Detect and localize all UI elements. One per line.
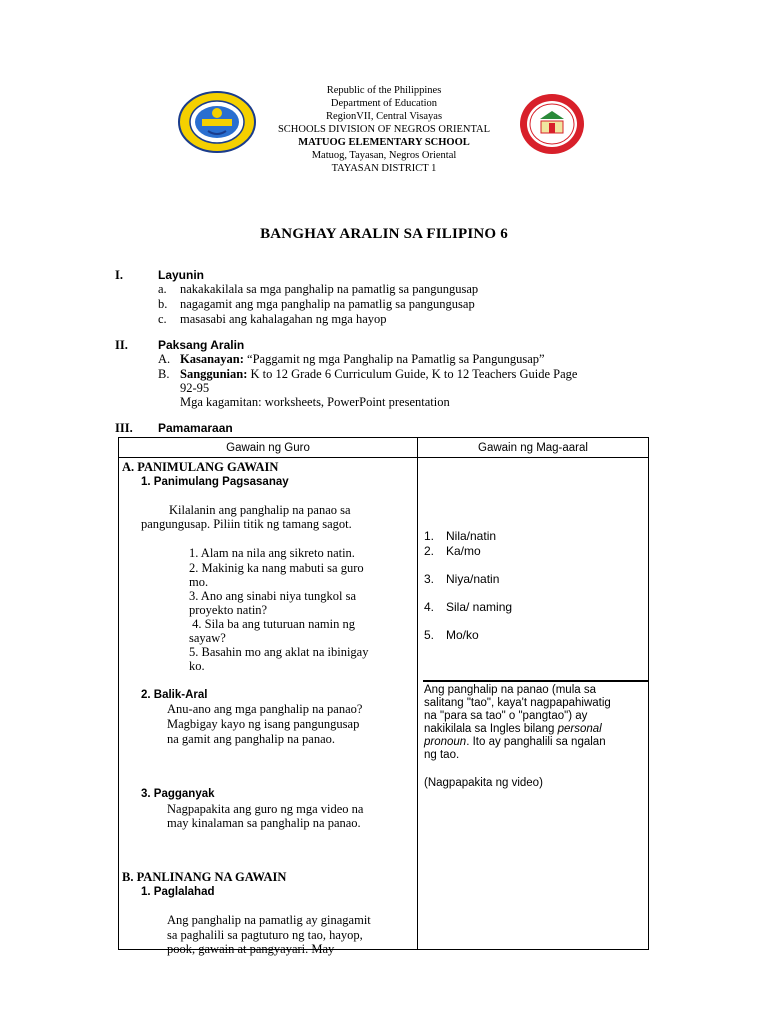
answer-item xyxy=(424,529,496,543)
b1-line: sa paghalili sa pagtuturo ng tao, hayop, xyxy=(167,928,363,942)
item-key: Sanggunian: xyxy=(180,367,248,381)
a1-item: 2. Makinig ka nang mabuti sa guro xyxy=(189,561,364,575)
a1-instruction: Kilalanin ang panghalip na panao sa xyxy=(169,503,351,517)
a2-line: na gamit ang panghalip na panao. xyxy=(167,732,335,746)
b1-title: 1. Paglalahad xyxy=(141,886,215,898)
document-title: BANGHAY ARALIN SA FILIPINO 6 xyxy=(260,226,508,242)
answer-text: Niya/natin xyxy=(446,572,500,586)
subject-item xyxy=(158,352,545,367)
section-numeral: III. xyxy=(115,421,133,435)
a1-item: 4. Sila ba ang tuturuan namin ng xyxy=(189,617,355,631)
a3-line: Nagpapakita ang guro ng mga video na xyxy=(167,802,364,816)
item-text: nakakakilala sa mga panghalip na pamatlig sa pangungusap xyxy=(180,282,479,296)
a1-title: 1. Panimulang Pagsasanay xyxy=(141,476,289,488)
header-line: RegionVII, Central Visayas xyxy=(325,111,443,122)
cell-divider xyxy=(423,680,648,682)
b1-line: Ang panghalip na pamatlig ay ginagamit xyxy=(167,913,371,927)
subject-item xyxy=(158,367,577,382)
a1-item: proyekto natin? xyxy=(189,603,268,617)
section-heading: Paksang Aralin xyxy=(158,338,245,352)
a1-item: 3. Ano ang sinabi niya tungkol sa xyxy=(189,589,356,603)
answer-text: Mo/ko xyxy=(446,628,479,642)
header-line: Matuog, Tayasan, Negros Oriental xyxy=(311,150,457,161)
a2-line: Magbigay kayo ng isang pangungusap xyxy=(167,717,360,731)
part-b-heading: B. PANLINANG NA GAWAIN xyxy=(122,870,287,884)
answer-number: 2. xyxy=(424,544,435,558)
section-numeral: II. xyxy=(115,338,128,352)
a2-answer-line xyxy=(424,735,606,749)
item-label: A. xyxy=(158,352,171,366)
a3-line: may kinalaman sa panghalip na panao. xyxy=(167,816,361,830)
a2-title: 2. Balik-Aral xyxy=(141,689,208,701)
col-header-student: Gawain ng Mag-aaral xyxy=(418,438,649,458)
a2-answer-line: salitang "tao", kaya't nagpapahiwatig xyxy=(424,697,611,709)
teacher-cell xyxy=(119,458,418,956)
item-text: masasabi ang kahalagahan ng mga hayop xyxy=(180,312,387,326)
header-line: Republic of the Philippines xyxy=(326,85,442,96)
answer-text: Ka/mo xyxy=(446,544,481,558)
item-label: B. xyxy=(158,367,170,381)
section-numeral: I. xyxy=(115,268,123,282)
answer-item xyxy=(424,600,512,614)
a1-instruction: pangungusap. Piliin titik ng tamang sagot. xyxy=(141,517,352,531)
objective-item xyxy=(158,312,387,327)
a2-answer-text: . Ito ay panghalili sa ngalan xyxy=(466,736,606,748)
item-text-cont: 92-95 xyxy=(180,381,210,395)
a1-item: 5. Basahin mo ang aklat na ibinigay xyxy=(189,645,369,659)
a2-line: Anu-ano ang mga panghalip na panao? xyxy=(167,702,363,716)
header-school-name: MATUOG ELEMENTARY SCHOOL xyxy=(298,137,470,148)
b1-line: pook, gawain at pangyayari. May xyxy=(167,942,335,956)
answer-number: 1. xyxy=(424,529,435,543)
answer-text: Nila/natin xyxy=(446,529,497,543)
a3-title: 3. Pagganyak xyxy=(141,788,215,800)
item-text: nagagamit ang mga panghalip na pamatlig sa pangungusap xyxy=(180,297,475,311)
answer-text: Sila/ naming xyxy=(446,600,513,614)
a2-answer-italic: pronoun xyxy=(424,736,467,748)
a2-answer-text: nakikilala sa Ingles bilang xyxy=(424,723,558,735)
item-label: b. xyxy=(158,297,168,311)
item-label: a. xyxy=(158,282,167,296)
answer-item xyxy=(424,544,481,558)
student-cell xyxy=(418,458,649,950)
a2-answer-italic: personal xyxy=(557,723,602,735)
answer-number: 5. xyxy=(424,628,435,642)
header-line: TAYASAN DISTRICT 1 xyxy=(331,163,437,174)
objective-item xyxy=(158,297,475,312)
objective-item xyxy=(158,282,478,297)
a1-item: mo. xyxy=(189,575,209,589)
a2-answer-line xyxy=(424,722,602,736)
header-line: Department of Education xyxy=(330,98,438,109)
answer-number: 3. xyxy=(424,572,435,586)
col-header-teacher: Gawain ng Guro xyxy=(119,438,418,458)
a3-answer: (Nagpapakita ng video) xyxy=(424,777,543,789)
a2-answer-line: Ang panghalip na panao (mula sa xyxy=(424,684,596,696)
section-heading: Pamamaraan xyxy=(158,421,233,435)
header-line: SCHOOLS DIVISION OF NEGROS ORIENTAL xyxy=(277,124,491,135)
procedure-table xyxy=(118,437,649,956)
a2-answer-line: na "para sa tao" o "pangtao") ay xyxy=(424,710,588,722)
item-key: Kasanayan: xyxy=(180,352,244,366)
part-a-heading: A. PANIMULANG GAWAIN xyxy=(122,460,279,474)
item-label: c. xyxy=(158,312,167,326)
materials-text: Mga kagamitan: worksheets, PowerPoint presentation xyxy=(180,395,450,409)
section-heading: Layunin xyxy=(158,268,205,282)
a1-item: 1. Alam na nila ang sikreto natin. xyxy=(189,546,355,560)
item-text: K to 12 Grade 6 Curriculum Guide, K to 12 Teachers Guide Page xyxy=(250,367,578,381)
item-text: “Paggamit ng mga Panghalip na Pamatlig sa Pangungusap” xyxy=(247,352,545,366)
answer-item xyxy=(424,628,479,642)
answer-number: 4. xyxy=(424,600,435,614)
letterhead xyxy=(0,84,768,175)
answer-item xyxy=(424,572,499,586)
a1-item: sayaw? xyxy=(189,631,226,645)
a1-item: ko. xyxy=(189,659,205,673)
a2-answer-line: ng tao. xyxy=(424,749,460,761)
